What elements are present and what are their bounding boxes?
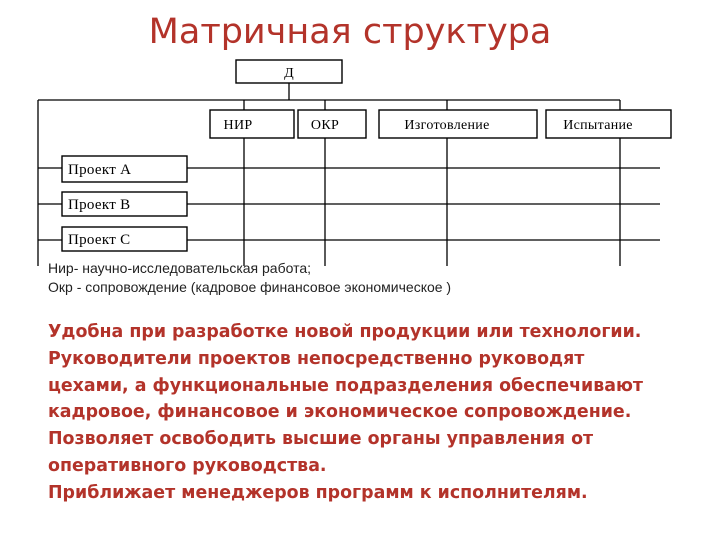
slide-title: Матричная структура xyxy=(148,12,552,52)
project-box-c xyxy=(62,227,187,251)
director-box xyxy=(236,60,342,83)
legend-line-nir: Нир- научно-исследовательская работа; xyxy=(48,260,312,276)
department-label-okr: ОКР xyxy=(310,118,340,133)
project-box-a xyxy=(62,156,187,182)
department-label-testing: Испытание xyxy=(563,118,633,133)
department-box-manufacturing xyxy=(379,110,537,138)
description-paragraph xyxy=(48,319,708,507)
project-label-c: Проект С xyxy=(68,232,131,248)
department-label-manufacturing: Изготовление xyxy=(404,118,490,133)
paragraph-line: цехами, а функциональные подразделения обеспечивают xyxy=(48,375,643,396)
department-box-testing xyxy=(546,110,671,138)
director-label: Д xyxy=(284,66,294,81)
project-box-b xyxy=(62,192,187,216)
department-label-nir: НИР xyxy=(223,118,253,133)
project-label-a: Проект А xyxy=(68,162,132,178)
paragraph-line: Руководители проектов непосредственно руководят xyxy=(48,348,585,369)
department-box-okr xyxy=(298,110,366,138)
department-box-nir xyxy=(210,110,294,138)
paragraph-line: кадровое, финансовое и экономическое сопровождение. xyxy=(48,402,632,423)
legend-line-okr: Окр - сопровождение (кадровое финансовое экономическое ) xyxy=(48,279,452,295)
paragraph-line: Удобна при разработке новой продукции или технологии. xyxy=(48,322,642,342)
abbreviation-legend xyxy=(48,259,668,297)
paragraph-line: Приближает менеджеров программ к исполнителям. xyxy=(48,482,588,503)
project-label-b: Проект В xyxy=(68,197,131,213)
paragraph-line: Позволяет освободить высшие органы управления от xyxy=(48,429,594,450)
paragraph-line: оперативного руководства. xyxy=(48,455,327,476)
